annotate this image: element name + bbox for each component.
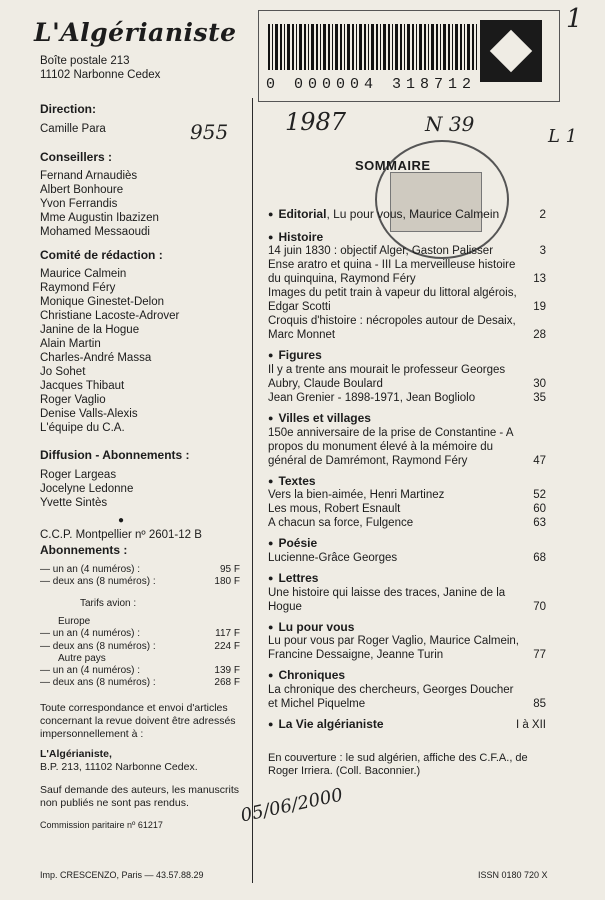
page-number: 30 — [533, 378, 546, 390]
sommaire-entry — [268, 286, 546, 314]
library-logo-icon — [480, 20, 542, 82]
section-heading: ● Poésie — [268, 536, 546, 551]
section-heading: ● Histoire — [268, 230, 546, 245]
list-item: Mme Augustin Ibazizen — [40, 211, 159, 224]
barcode-number: 0 000004 318712 — [266, 76, 477, 93]
page-number: 85 — [533, 697, 546, 710]
page-number: 2 — [539, 207, 546, 221]
europe-label: Europe — [58, 616, 91, 628]
tarif-price: 139 F — [214, 664, 240, 676]
comite-block — [40, 248, 250, 435]
entry-text: Croquis d'histoire : nécropoles autour de Desaix, Marc Monnet — [268, 315, 516, 342]
tarif-price: 95 F — [219, 563, 240, 575]
masthead-title: L'Algérianiste — [34, 18, 237, 47]
address-line: Boîte postale 213 — [40, 55, 130, 67]
sommaire-entry — [268, 634, 546, 662]
page-number: 47 — [533, 454, 546, 467]
list-item: Jacques Thibaut — [40, 379, 125, 392]
list-item: Monique Ginestet-Delon — [40, 295, 165, 308]
handwritten-corner: 1 — [566, 4, 583, 34]
section-heading: ● Lettres — [268, 571, 546, 586]
entry-text: 150e anniversaire de la prise de Constantine - A propos du monument élevé à la mémoire du général de Damrémont, Raymond Féry — [268, 426, 513, 467]
issn: ISSN 0180 720 X — [478, 870, 548, 880]
sommaire-entry — [268, 314, 546, 342]
entry-text: Jean Grenier - 1898-1971, Jean Bogliolo — [268, 392, 476, 405]
ccp-line — [40, 528, 250, 542]
list-item: Christiane Lacoste-Adrover — [40, 309, 180, 322]
page-number: 70 — [533, 600, 546, 613]
ccp-number: nº 2601-12 B — [135, 529, 202, 541]
sommaire-entry — [268, 244, 546, 258]
list-item: Mohamed Messaoudi — [40, 225, 150, 238]
section-heading: ● Lu pour vous — [268, 620, 546, 635]
entry-text: Lu pour vous par Roger Vaglio, Maurice Calmein, Francine Dessaigne, Jeanne Turin — [268, 635, 519, 662]
entry-text: La chronique des chercheurs, Georges Doucher et Michel Piquelme — [268, 683, 514, 710]
tarif-row — [40, 564, 250, 576]
tarif-row — [40, 641, 250, 653]
sommaire-entry — [268, 363, 546, 391]
list-item: Camille Para — [40, 122, 106, 135]
barcode-icon — [268, 24, 478, 70]
entry-text: Ense aratro et quina - III La merveilleuse histoire du quinquina, Raymond Féry — [268, 259, 516, 286]
page-number: 35 — [533, 392, 546, 405]
correspondance-org: L'Algérianiste, — [40, 748, 112, 761]
tarif-price: 224 F — [214, 640, 240, 652]
page-number: 60 — [533, 503, 546, 516]
sommaire-entry — [268, 551, 546, 565]
abonnements-heading: Abonnements : — [40, 543, 128, 557]
section-heading: ● Textes — [268, 474, 546, 489]
handwritten-ref: 955 — [190, 120, 229, 144]
list-item: Jo Sohet — [40, 365, 86, 378]
sommaire-entry — [268, 586, 546, 614]
page-number: 28 — [533, 329, 546, 342]
section-heading: ● Figures — [268, 348, 546, 363]
conseillers-block — [40, 150, 250, 239]
handwritten-issue: N 39 — [425, 112, 475, 136]
list-item: Denise Valls-Alexis — [40, 407, 138, 420]
list-item: Fernand Arnaudiès — [40, 169, 138, 182]
entry-text: Lucienne-Grâce Georges — [268, 552, 398, 564]
tarif-row — [40, 677, 250, 689]
tarif-row — [40, 576, 250, 588]
direction-block — [40, 102, 250, 136]
sommaire-section — [268, 717, 546, 732]
list-item: Alain Martin — [40, 337, 101, 350]
page-number: 19 — [533, 301, 546, 314]
sommaire-entry — [268, 391, 546, 405]
tarif-price: 180 F — [214, 575, 240, 587]
page-number: 63 — [533, 517, 546, 530]
sommaire-title: SOMMAIRE — [355, 158, 431, 173]
bullet-icon: ● — [118, 515, 125, 526]
list-item: Albert Bonhoure — [40, 183, 124, 196]
handwritten-date: 05/06/2000 — [238, 784, 345, 827]
correspondance-block — [40, 702, 250, 831]
tarif-row — [40, 628, 250, 640]
column-divider — [252, 98, 253, 883]
list-item: Janine de la Hogue — [40, 323, 140, 336]
list-item: Roger Vaglio — [40, 393, 106, 406]
sommaire-section — [268, 207, 546, 222]
autres-label: Autre pays — [58, 652, 106, 664]
page-number: I à XII — [515, 718, 546, 731]
masthead-address — [40, 54, 250, 82]
address-line: 11102 Narbonne Cedex — [40, 69, 161, 82]
correspondance-text: Toute correspondance et envoi d'articles concernant la revue doivent être adressés impersonnellement à : — [40, 702, 236, 740]
list-item: Jocelyne Ledonne — [40, 482, 134, 495]
abonnements-block — [40, 543, 250, 689]
entry-text: 14 juin 1830 : objectif Alger, Gaston Palisser — [268, 245, 494, 258]
page-number: 13 — [533, 273, 546, 286]
handwritten-year: 1987 — [285, 108, 347, 136]
diffusion-heading: Diffusion - Abonnements : — [40, 448, 190, 462]
list-item: L'équipe du C.A. — [40, 421, 125, 434]
sommaire-entry — [268, 488, 546, 502]
manuscripts-note: Sauf demande des auteurs, les manuscrits non publiés ne sont pas rendus. — [40, 783, 240, 809]
direction-heading: Direction: — [40, 102, 97, 116]
sommaire-entry — [268, 426, 546, 468]
tarif-price: 268 F — [214, 677, 240, 689]
couverture-note: En couverture : le sud algérien, affiche des C.F.A., de Roger Irriera. (Coll. Baconnier.) — [268, 752, 528, 778]
list-item: Maurice Calmein — [40, 267, 127, 280]
commission-paritaire: Commission paritaire nº 61217 — [40, 819, 163, 830]
sommaire-entry — [268, 683, 546, 711]
section-heading: ● Villes et villages — [268, 411, 546, 426]
list-item: Yvon Ferrandis — [40, 197, 118, 210]
sommaire-entry — [268, 258, 546, 286]
section-heading: ● Editorial — [268, 207, 326, 221]
section-inline-text: , Lu pour vous, Maurice Calmein — [326, 207, 500, 221]
sommaire-list — [268, 207, 546, 779]
entry-text: A chacun sa force, Fulgence — [268, 517, 414, 530]
tarif-label: — un an (4 numéros) : — [40, 563, 141, 575]
page-number: 52 — [533, 489, 546, 502]
handwritten-right: L 1 — [548, 126, 578, 147]
sommaire-entry — [268, 502, 546, 516]
entry-text: Il y a trente ans mourait le professeur Georges Aubry, Claude Boulard — [268, 363, 506, 390]
tarif-label: — deux ans (8 numéros) : — [40, 677, 156, 689]
tarif-label: — un an (4 numéros) : — [40, 664, 141, 676]
tarif-label: — un an (4 numéros) : — [40, 628, 141, 640]
list-item: Charles-André Massa — [40, 351, 152, 364]
list-item: Yvette Sintès — [40, 496, 108, 509]
entry-text: Une histoire qui laisse des traces, Janine de la Hogue — [268, 586, 506, 613]
page-number: 3 — [539, 245, 546, 258]
page-number: 77 — [533, 649, 546, 662]
conseillers-heading: Conseillers : — [40, 150, 113, 164]
ccp-label: C.C.P. Montpellier — [40, 529, 132, 541]
sommaire-entry — [268, 516, 546, 530]
page-number: 68 — [533, 552, 546, 564]
tarif-row — [40, 665, 250, 677]
tarif-label: — deux ans (8 numéros) : — [40, 640, 156, 652]
comite-heading: Comité de rédaction : — [40, 248, 163, 262]
entry-text: Images du petit train à vapeur du littoral algérois, Edgar Scotti — [268, 287, 517, 314]
imprimeur: Imp. CRESCENZO, Paris — 43.57.88.29 — [40, 870, 204, 880]
tarif-label: — deux ans (8 numéros) : — [40, 575, 156, 587]
list-item: Raymond Féry — [40, 281, 116, 294]
entry-text: Les mous, Robert Esnault — [268, 503, 401, 516]
section-heading: ● La Vie algérianiste — [268, 717, 384, 731]
avion-heading: Tarifs avion : — [80, 598, 137, 609]
section-heading: ● Chroniques — [268, 668, 546, 683]
correspondance-address: B.P. 213, 11102 Narbonne Cedex. — [40, 761, 198, 774]
diffusion-block — [40, 448, 250, 510]
list-item: Roger Largeas — [40, 468, 117, 481]
tarif-price: 117 F — [215, 628, 240, 640]
entry-text: Vers la bien-aimée, Henri Martinez — [268, 489, 445, 502]
